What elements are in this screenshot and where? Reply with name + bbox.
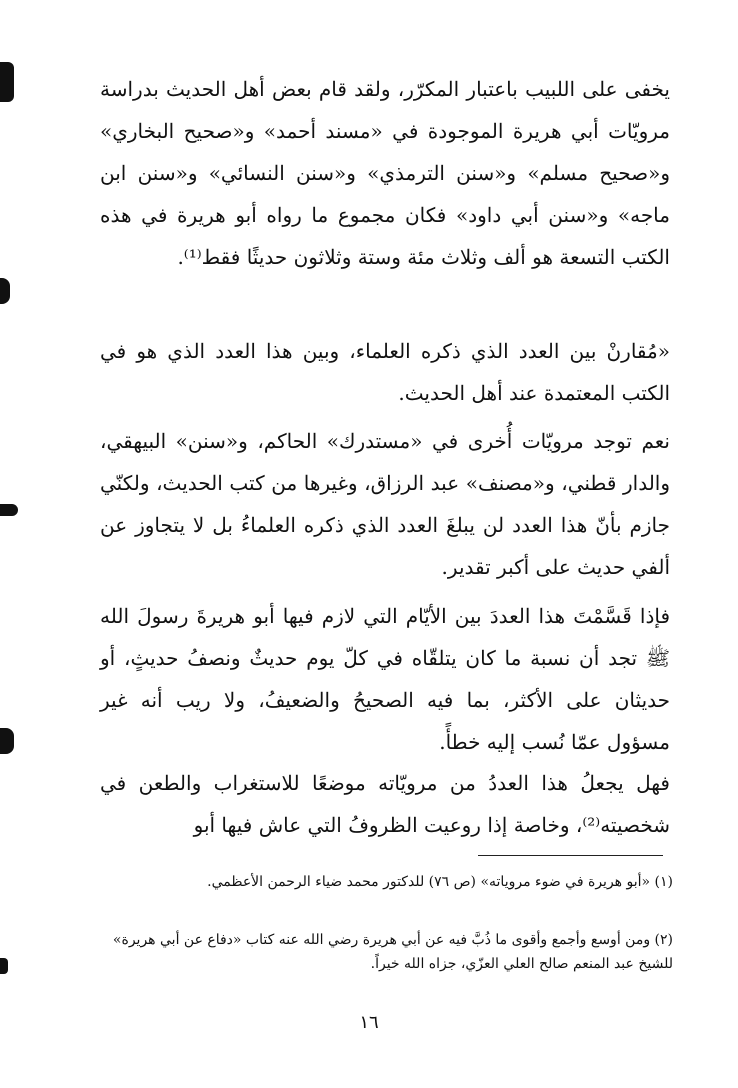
scan-edge-mark — [0, 62, 14, 102]
body-paragraph: «مُقارنْ بين العدد الذي ذكره العلماء، وبين هذا العدد الذي هو في الكتب المعتمدة عند أهل الحديث. — [100, 339, 670, 405]
body-paragraph: يخفى على اللبيب باعتبار المكرّر، ولقد قام بعض أهل الحديث بدراسة مرويّات أبي هريرة الموجودة في «مسند أحمد» و«صحيح البخاري» و«صحيح مسلم» و«سنن الترمذي» و«سنن النسائي» و«سنن ابن ماجه» و«سنن أبي داود» فكان مجموع ما رواه أبو هريرة في هذه الكتب التسعة هو ألف وثلاث مئة وستة وثلاثون حديثًا فقط⁽¹⁾. — [100, 77, 670, 269]
scan-edge-mark — [0, 278, 10, 304]
body-paragraph: فإذا قَسَّمْتَ هذا العددَ بين الأيّام التي لازم فيها أبو هريرةَ رسولَ الله ﷺ تجد أن نسبة ما كان يتلقّاه في كلّ يوم حديثٌ ونصفُ حديثٍ، أو حديثان على الأكثر، بما فيه الصحيحُ والضعيفُ، ولا ريب أنه غير مسؤول عمّا نُسب إليه خطأً. — [100, 604, 670, 754]
scan-edge-mark — [0, 958, 8, 974]
body-paragraph: نعم توجد مرويّات أُخرى في «مستدرك» الحاكم، و«سنن» البيهقي، والدار قطني، و«مصنف» عبد الرزاق، وغيرها من كتب الحديث، ولكنّي جازم بأنّ هذا العدد لن يبلغَ العدد الذي ذكره العلماءُ بل لا يتجاوز عن ألفي حديث على أكبر تقدير. — [100, 429, 670, 579]
footnote-separator — [478, 855, 663, 856]
page-number: ١٦ — [359, 1012, 379, 1033]
scan-edge-mark — [0, 504, 18, 516]
footnote: (٢) ومن أوسع وأجمع وأقوى ما ذُبَّ فيه عن أبي هريرة رضي الله عنه كتاب «دفاع عن أبي هريرة» للشيخ عبد المنعم صالح العلي العزّي، جزاه الله خيراً. — [112, 932, 673, 972]
footnote: (١) «أبو هريرة في ضوء مروياته» (ص ٧٦) للدكتور محمد ضياء الرحمن الأعظمي. — [207, 874, 673, 890]
scan-edge-mark — [0, 728, 14, 754]
body-paragraph: فهل يجعلُ هذا العددُ من مرويّاته موضعًا للاستغراب والطعن في شخصيته⁽²⁾، وخاصة إذا روعيت الظروفُ التي عاش فيها أبو — [100, 771, 670, 837]
